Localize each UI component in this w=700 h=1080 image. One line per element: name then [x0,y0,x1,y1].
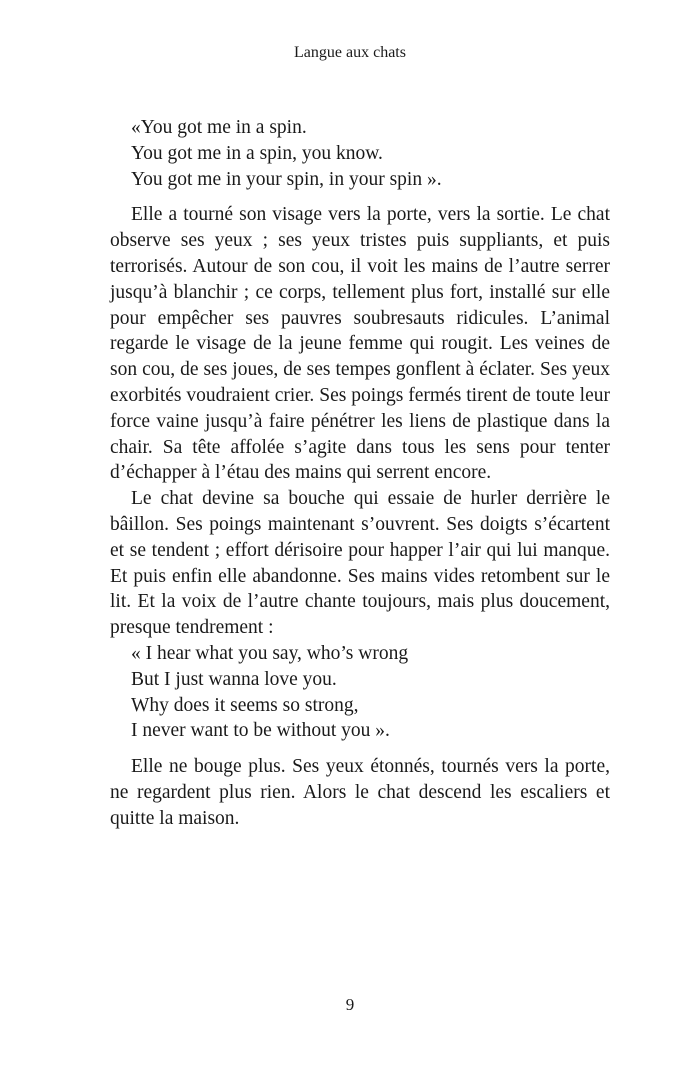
running-header: Langue aux chats [294,44,406,61]
lyric-line: But I just wanna love you. [131,668,337,690]
paragraph-2: Le chat devine sa bouche qui essaie de hurler derrière le bâillon. Ses poings maintenant s’ouvrent. Ses doigts s’écartent et se tendent ; effort dérisoire pour happer l’air qui lui manque. Et puis enfin elle abandonne. Ses mains vides retombent sur le lit. Et la voix de l’autre chante toujours, mais plus doucement, presque tendrement : [110,488,610,639]
paragraph-3: Elle ne bouge plus. Ses yeux étonnés, tournés vers la porte, ne regardent plus rien. Alors le chat descend les escaliers et quitte la maison. [110,756,610,829]
lyric-line: Why does it seems so strong, [131,694,359,716]
lyric-line: I never want to be without you ». [131,720,390,742]
song-lyrics-1 [110,115,610,192]
lyric-line: You got me in your spin, in your spin ». [131,168,442,190]
lyric-line: You got me in a spin, you know. [131,142,383,164]
lyric-line: «You got me in a spin. [131,117,307,138]
body-text [110,115,610,832]
lyric-line: « I hear what you say, who’s wrong [131,642,409,664]
song-lyrics-2 [110,641,610,744]
paragraph-1: Elle a tourné son visage vers la porte, vers la sortie. Le chat observe ses yeux ; ses yeux tristes puis suppliants, et puis terrorisés. Autour de son cou, il voit les mains de l’autre serrer jusqu’à blanchir ; ce corps, tellement plus fort, installé sur elle pour empêcher ses pauvres soubresauts ridicules. L’animal regarde le visage de la jeune femme qui rougit. Les veines de son cou, de ses joues, de ses tempes gonflent à éclater. Ses yeux exorbités voudraient crier. Ses poings fermés tirent de toute leur force vaine jusqu’à faire pénétrer les liens de plastique dans la chair. Sa tête affolée s’agite dans tous les sens pour tenter d’échapper à l’étau des mains qui serrent encore. [110,204,610,484]
page-number: 9 [345,995,355,1014]
